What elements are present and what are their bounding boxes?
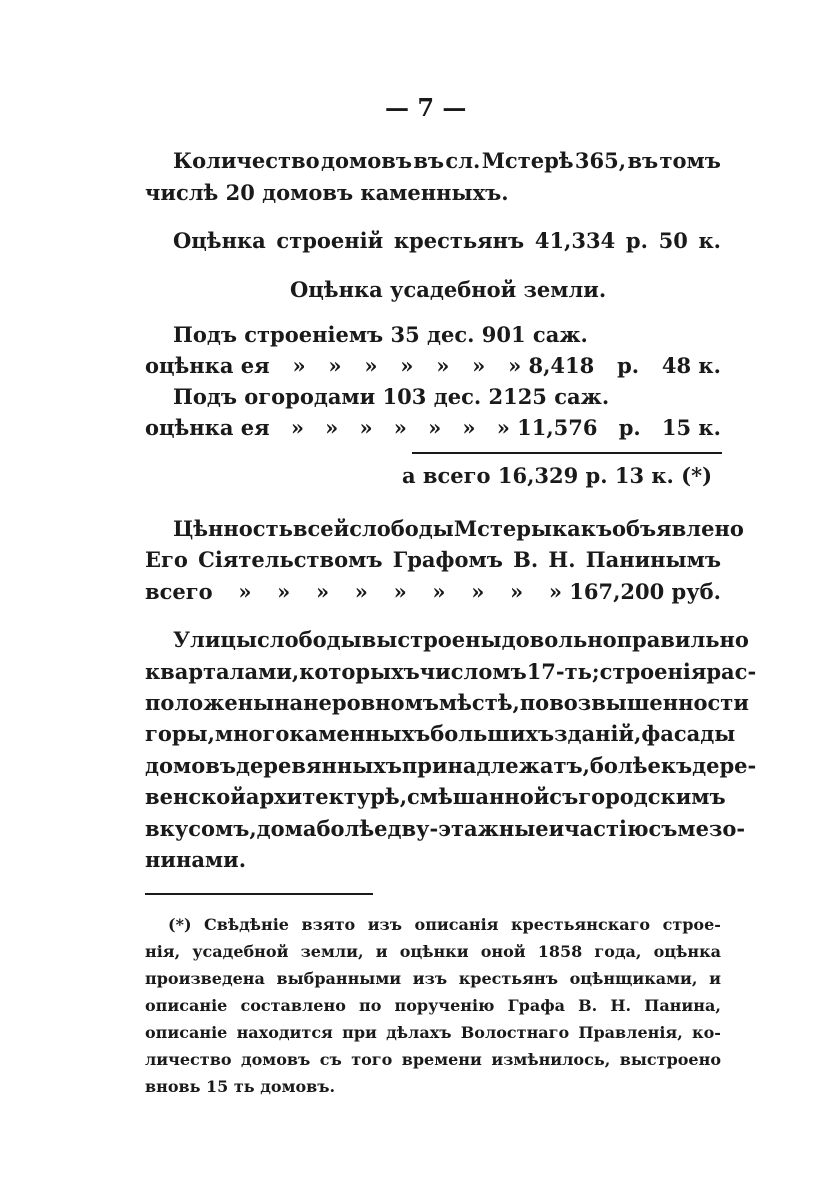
word: Оцѣнка: [173, 228, 266, 253]
word: мезо-: [677, 816, 746, 841]
word: 48 к.: [661, 353, 721, 378]
word: и: [548, 816, 565, 841]
village-value-line-3: [145, 579, 721, 605]
land-gardens-value: [145, 415, 721, 441]
word: »: [292, 353, 306, 378]
word: въ: [413, 148, 445, 173]
buildings-estimate-line: [173, 228, 721, 254]
word: болѣе: [589, 753, 661, 778]
word: венской: [145, 784, 246, 809]
word: »: [277, 579, 291, 604]
footnote-line-4: [145, 996, 721, 1016]
word: усадебной: [192, 942, 289, 961]
word: произведена: [145, 969, 265, 988]
word: всего: [145, 579, 213, 604]
word: дере-: [692, 753, 757, 778]
houses-count-line-2: числѣ 20 домовъ каменныхъ.: [145, 180, 509, 205]
word: р.: [625, 228, 648, 253]
word: оцѣнки: [399, 942, 469, 961]
word: »: [325, 415, 339, 440]
streets-line-5: [145, 753, 757, 779]
footnote-line-1: [168, 915, 721, 935]
word: 17-ть;: [526, 659, 600, 684]
word: архитектурѣ,: [245, 784, 407, 809]
word: городскимъ: [578, 784, 726, 809]
word: Правленія,: [578, 1023, 683, 1042]
word: описаніе: [145, 996, 228, 1015]
word: (*): [168, 915, 192, 934]
word: взято: [301, 915, 356, 934]
word: оцѣнка ея: [145, 353, 270, 378]
word: В.: [578, 996, 598, 1015]
houses-count-line-1: [173, 148, 721, 174]
word: »: [472, 353, 486, 378]
word: 50: [658, 228, 688, 253]
word: строе-: [662, 915, 721, 934]
streets-line-4: [145, 721, 736, 747]
footnote-separator: [145, 893, 373, 895]
land-buildings-area: Подъ строеніемъ 35 дес. 901 саж.: [173, 322, 588, 347]
word: » 11,576: [496, 415, 598, 440]
footnote-line-5: [145, 1023, 721, 1043]
word: »: [238, 579, 252, 604]
word: строеній: [276, 228, 384, 253]
word: порученію: [394, 996, 495, 1015]
streets-line-6: [145, 784, 726, 810]
word: Его: [145, 547, 188, 572]
word: большихъ: [430, 721, 555, 746]
word: р.: [617, 353, 640, 378]
word: кварталами,: [145, 659, 300, 684]
word: съ: [549, 784, 579, 809]
word: нія,: [145, 942, 181, 961]
word: смѣшанной: [407, 784, 550, 809]
word: »: [462, 415, 476, 440]
page-number: — 7 —: [385, 93, 467, 122]
land-total: а всего 16,329 р. 13 к. (*): [402, 463, 713, 488]
word: выстроено: [619, 1050, 721, 1069]
word: 365,: [574, 148, 627, 173]
word: Свѣдѣніе: [204, 915, 289, 934]
word: оцѣнщиками,: [569, 969, 698, 988]
word: домовъ: [321, 148, 412, 173]
word: числомъ: [419, 659, 527, 684]
land-buildings-value: [145, 353, 721, 379]
word: Панинымъ: [585, 547, 721, 572]
word: »: [400, 353, 414, 378]
village-value-line-2: [145, 547, 721, 573]
word: »: [328, 353, 342, 378]
word: положены: [145, 690, 275, 715]
word: »: [290, 415, 304, 440]
word: »: [432, 579, 446, 604]
word: Мстерѣ: [481, 148, 574, 173]
word: дву-этажные: [387, 816, 549, 841]
word: домовъ: [240, 1050, 311, 1069]
word: принадлежатъ,: [401, 753, 590, 778]
footnote-line-6: [145, 1050, 721, 1070]
word: р.: [618, 415, 641, 440]
word: того: [351, 1050, 393, 1069]
word: »: [315, 579, 330, 604]
word: Графомъ: [392, 547, 503, 572]
word: ко-: [692, 1023, 721, 1042]
word: мѣстѣ,: [438, 690, 520, 715]
word: »: [393, 415, 407, 440]
word: выстроены: [361, 627, 502, 652]
word: деревянныхъ: [235, 753, 402, 778]
word: какъ: [552, 516, 613, 541]
streets-line-1: [173, 627, 749, 653]
word: съ: [319, 1050, 342, 1069]
word: Количество: [173, 148, 320, 173]
word: крестьянъ: [393, 228, 525, 253]
word: к.: [698, 228, 721, 253]
word: возвышенности: [549, 690, 749, 715]
footnote-line-3: [145, 969, 721, 989]
word: по: [359, 996, 382, 1015]
word: правильно: [616, 627, 749, 652]
word: изъ: [367, 915, 403, 934]
word: и: [709, 969, 721, 988]
word: земли,: [300, 942, 364, 961]
word: » 8,418: [508, 353, 595, 378]
word: сл.: [445, 148, 481, 173]
footnote-line-2: [145, 942, 721, 962]
word: каменныхъ: [289, 721, 431, 746]
streets-line-8: нинами.: [145, 847, 247, 872]
word: и: [375, 942, 388, 961]
word: »: [436, 353, 450, 378]
word: вкусомъ,: [145, 816, 257, 841]
word: описаніе: [145, 1023, 228, 1042]
word: крестьянскаго: [510, 915, 651, 934]
sum-rule: [412, 452, 722, 454]
word: по: [519, 690, 550, 715]
word: описанія: [414, 915, 499, 934]
word: которыхъ: [299, 659, 420, 684]
streets-line-3: [145, 690, 749, 716]
word: болѣе: [316, 816, 388, 841]
land-estimate-heading: Оцѣнка усадебной земли.: [290, 277, 607, 302]
word: строенія: [599, 659, 707, 684]
word: Н.: [610, 996, 632, 1015]
word: Мстеры: [453, 516, 552, 541]
word: въ: [627, 148, 659, 173]
word: »: [510, 579, 524, 604]
word: выбранными: [276, 969, 402, 988]
land-gardens-area: Подъ огородами 103 дес. 2125 саж.: [173, 384, 610, 409]
footnote-line-7: вновь 15 ть домовъ.: [145, 1077, 336, 1096]
word: оцѣнка ея: [145, 415, 270, 440]
word: измѣнилось,: [491, 1050, 611, 1069]
word: Графа: [507, 996, 565, 1015]
word: слободы: [257, 627, 362, 652]
word: крестьянъ: [458, 969, 558, 988]
word: личество: [145, 1050, 232, 1069]
word: Панина,: [644, 996, 721, 1015]
word: Волостнаго: [460, 1023, 570, 1042]
word: 1858: [537, 942, 583, 961]
word: къ: [660, 753, 693, 778]
word: »: [354, 579, 368, 604]
word: В.: [513, 547, 539, 572]
word: довольно: [501, 627, 617, 652]
word: оцѣнка: [653, 942, 721, 961]
word: изъ: [412, 969, 448, 988]
word: всей: [292, 516, 350, 541]
word: дѣлахъ: [386, 1023, 452, 1042]
word: фасады: [641, 721, 736, 746]
word: при: [342, 1023, 377, 1042]
word: 15 к.: [661, 415, 721, 440]
village-value-line-1: [173, 516, 744, 542]
word: 41,334: [534, 228, 616, 253]
streets-line-2: [145, 659, 757, 685]
word: томъ: [659, 148, 721, 173]
word: слободы: [349, 516, 454, 541]
word: времени: [401, 1050, 482, 1069]
word: частію: [564, 816, 649, 841]
word: Улицы: [173, 627, 257, 652]
word: неровномъ: [303, 690, 439, 715]
word: »: [428, 415, 442, 440]
word: зданій,: [554, 721, 642, 746]
word: »: [471, 579, 485, 604]
word: составлено: [240, 996, 346, 1015]
word: дома: [256, 816, 317, 841]
streets-line-7: [145, 816, 746, 842]
word: на: [274, 690, 304, 715]
word: горы,: [145, 721, 215, 746]
word: »: [359, 415, 373, 440]
word: съ: [648, 816, 678, 841]
word: »: [364, 353, 378, 378]
word: оной: [480, 942, 526, 961]
word: Н.: [548, 547, 576, 572]
word: находится: [236, 1023, 333, 1042]
word: домовъ: [145, 753, 236, 778]
word: Цѣнность: [173, 516, 293, 541]
word: Сіятельствомъ: [198, 547, 383, 572]
word: года,: [594, 942, 642, 961]
word: » 167,200 руб.: [548, 579, 721, 604]
word: объявлено: [612, 516, 744, 541]
word: много: [214, 721, 290, 746]
word: »: [393, 579, 407, 604]
word: рас-: [706, 659, 757, 684]
